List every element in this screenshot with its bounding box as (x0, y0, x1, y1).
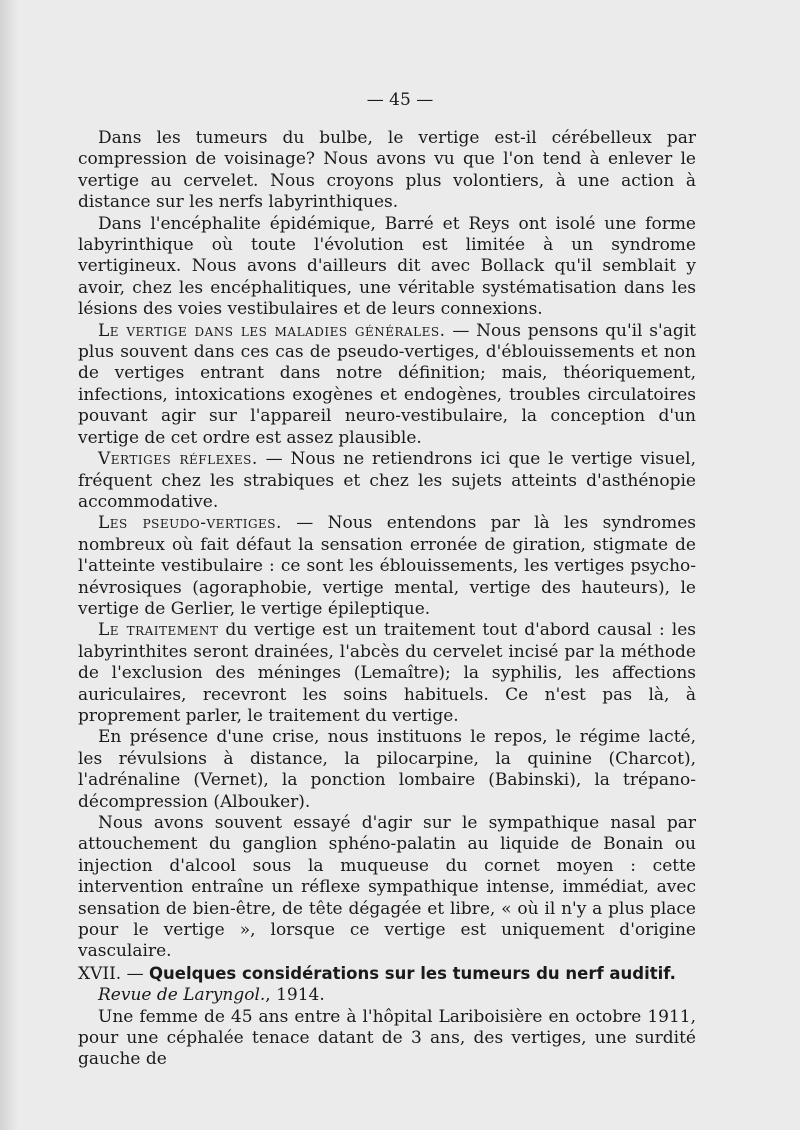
paragraph-3 (78, 321, 696, 449)
paragraph-body: — Nous entendons par là les syndromes nombreux où fait défaut la sensation erronée de giration, stigmate de l'atteinte vestibulaire : ce sont les éblouissements, les vertiges psycho-névrosiques (agoraphobie, vertige mental, vertige des hauteurs), le vertige de Gerlier, le vertige épileptique. (78, 513, 696, 619)
paragraph-body: — Nous pensons qu'il s'agit plus souvent dans ces cas de pseudo-vertiges, d'éblouissements et non de vertiges entrant dans notre définition; mais, théoriquement, infections, intoxications exogènes et endogènes, troubles circulatoires pouvant agir sur l'appareil neuro-vestibulaire, la conception d'un vertige de cet ordre est assez plausible. (78, 320, 696, 448)
paragraph-lead: Les pseudo-vertiges. (98, 513, 282, 534)
paragraph-5 (78, 513, 696, 620)
paragraph-2: Dans l'encéphalite épidémique, Barré et Reys ont isolé une forme labyrinthique où toute l'évolution est limitée à un syndrome vertigineux. Nous avons d'ailleurs dit avec Bollack qu'il semblait y avoir, chez les encéphalitiques, une véritable systématisation dans les lésions des voies vestibulaires et de leurs connexions. (78, 213, 696, 320)
paragraph-7: En présence d'une crise, nous instituons le repos, le régime lacté, les révulsions à distance, la pilocarpine, la quinine (Charcot), l'adrénaline (Vernet), la ponction lombaire (Babinski), la trépano-décompression (Albouker). (78, 727, 696, 812)
section-citation (78, 985, 696, 1006)
paragraph-body: — Nous ne retiendrons ici que le vertige visuel, fréquent chez les strabiques et chez les sujets atteints d'asthénopie accommodative. (78, 449, 696, 512)
page-number: — 45 — (366, 90, 434, 110)
body-text (78, 128, 696, 1071)
paragraph-8: Nous avons souvent essayé d'agir sur le sympathique nasal par attouchement du ganglion sphéno-palatin au liquide de Bonain ou injection d'alcool sous la muqueuse du cornet moyen : cette intervention entraîne un réflexe sympathique intense, immédiat, avec sensation de bien-être, de tête dégagée et libre, « où il n'y a plus place pour le vertige », lorsque ce vertige est uniquement d'origine vasculaire. (78, 813, 696, 962)
section-heading (78, 963, 696, 985)
page-edge-shadow (0, 0, 18, 1130)
paragraph-4 (78, 449, 696, 513)
section-numeral: XVII. — (78, 963, 144, 984)
paragraph-lead: Le vertige dans les maladies générales. (98, 320, 446, 341)
paragraph-6 (78, 620, 696, 727)
section-title: Quelques considérations sur les tumeurs du nerf auditif. (149, 963, 676, 983)
paragraph-lead: Vertiges réflexes. (98, 449, 258, 470)
citation-year: , 1914. (265, 985, 325, 1006)
citation-journal: Revue de Laryngol. (98, 985, 266, 1006)
paragraph-body: du vertige est un traitement tout d'abord causal : les labyrinthites seront drainées, l'abcès du cervelet incisé par la méthode de l'exclusion des méninges (Lemaître); la syphilis, les affections auriculaires, recevront les soins habituels. Ce n'est pas là, à proprement parler, le traitement du vertige. (78, 620, 696, 726)
paragraph-lead: Le traitement (98, 620, 219, 641)
final-paragraph: Une femme de 45 ans entre à l'hôpital Lariboisière en octobre 1911, pour une céphalée tenace datant de 3 ans, des vertiges, une surdité gauche de (78, 1006, 696, 1070)
paragraph-1: Dans les tumeurs du bulbe, le vertige est-il cérébelleux par compression de voisinage? Nous avons vu que l'on tend à enlever le vertige au cervelet. Nous croyons plus volontiers, à une action à distance sur les nerfs labyrinthiques. (78, 128, 696, 213)
